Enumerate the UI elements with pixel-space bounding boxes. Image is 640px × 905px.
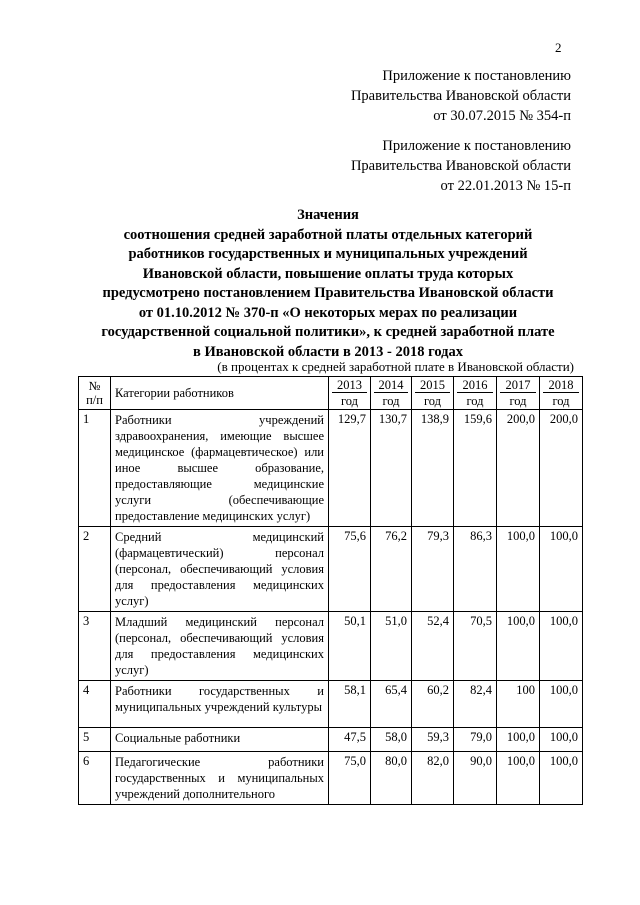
units-note: (в процентах к средней заработной плате в Ивановской области) (217, 359, 574, 374)
title-line: Ивановской области, повышение оплаты труда которых (142, 265, 514, 282)
row-value: 200,0 (540, 410, 583, 527)
page-number: 2 (555, 40, 562, 55)
row-value: 100,0 (497, 527, 540, 612)
table-row (79, 612, 583, 681)
row-value: 79,0 (454, 728, 497, 752)
row-value: 59,3 (412, 728, 454, 752)
appendix-line: от 30.07.2015 № 354-п (433, 108, 571, 124)
title-line: Значения (297, 207, 359, 223)
header-year: 2015 год (412, 377, 454, 410)
appendix-line: Правительства Ивановской области (350, 158, 571, 174)
table-row (79, 681, 583, 728)
row-value: 90,0 (454, 752, 497, 805)
table-row (79, 728, 583, 752)
header-category: Категории работников (111, 377, 329, 410)
row-value: 75,6 (329, 527, 371, 612)
title-line: предусмотрено постановлением Правительства Ивановской области (102, 285, 554, 301)
appendix-line: Правительства Ивановской области (350, 88, 571, 104)
row-value: 100,0 (540, 681, 583, 728)
row-category: Средний медицинский (фармацевтический) персонал (персонал, обеспечивающий условия для предоставления медицинских услуг) (111, 527, 329, 612)
row-value: 100,0 (497, 612, 540, 681)
row-number: 6 (79, 752, 111, 805)
title-line: от 01.10.2012 № 370-п «О некоторых мерах по реализации (138, 304, 518, 321)
row-value: 129,7 (329, 410, 371, 527)
title-line: работников государственных и муниципальных учреждений (128, 246, 528, 262)
row-category: Социальные работники (111, 728, 329, 752)
row-value: 100,0 (497, 752, 540, 805)
row-value: 100 (497, 681, 540, 728)
row-value: 50,1 (329, 612, 371, 681)
row-value: 82,0 (412, 752, 454, 805)
appendix-line: Приложение к постановлению (382, 68, 571, 84)
document-title (70, 206, 586, 362)
header-year: 2014 год (371, 377, 412, 410)
row-value: 75,0 (329, 752, 371, 805)
row-number: 1 (79, 410, 111, 527)
row-value: 100,0 (540, 752, 583, 805)
header-year: 2013 год (329, 377, 371, 410)
row-category: Младший медицинский персонал (персонал, обеспечивающий условия для предоставления медицинских услуг) (111, 612, 329, 681)
row-value: 80,0 (371, 752, 412, 805)
row-category: Работники государственных и муниципальных учреждений культуры (111, 681, 329, 728)
appendix-note-current (351, 66, 571, 126)
header-year: 2016 год (454, 377, 497, 410)
appendix-line: Приложение к постановлению (382, 138, 571, 154)
table-header-row (79, 377, 583, 410)
row-number: 2 (79, 527, 111, 612)
appendix-line: от 22.01.2013 № 15-п (440, 178, 571, 194)
table-row (79, 527, 583, 612)
row-value: 47,5 (329, 728, 371, 752)
row-value: 70,5 (454, 612, 497, 681)
header-year: 2017 год (497, 377, 540, 410)
row-category: Педагогические работники государственных и муниципальных учреждений дополнительного (111, 752, 329, 805)
row-value: 79,3 (412, 527, 454, 612)
row-value: 52,4 (412, 612, 454, 681)
row-category: Работники учреждений здравоохранения, имеющие высшее медицинское (фармацевтическое) или иное высшее образование, предоставляющие медицинские услуги (обеспечивающие предоставление медицинских услуг) (111, 410, 329, 527)
row-value: 138,9 (412, 410, 454, 527)
table-row (79, 752, 583, 805)
title-line: в Ивановской области в 2013 - 2018 годах (192, 343, 463, 360)
appendix-note-original (351, 136, 571, 196)
header-year: 2018 год (540, 377, 583, 410)
row-number: 3 (79, 612, 111, 681)
ratios-table (78, 376, 583, 805)
row-value: 100,0 (497, 728, 540, 752)
row-number: 4 (79, 681, 111, 728)
title-line: соотношения средней заработной платы отдельных категорий (123, 226, 533, 243)
table-row (79, 410, 583, 527)
row-value: 130,7 (371, 410, 412, 527)
row-value: 100,0 (540, 612, 583, 681)
row-value: 100,0 (540, 728, 583, 752)
row-value: 76,2 (371, 527, 412, 612)
row-value: 159,6 (454, 410, 497, 527)
row-value: 51,0 (371, 612, 412, 681)
title-line: государственной социальной политики», к средней заработной плате (101, 324, 555, 340)
row-value: 65,4 (371, 681, 412, 728)
row-value: 60,2 (412, 681, 454, 728)
row-value: 86,3 (454, 527, 497, 612)
row-value: 82,4 (454, 681, 497, 728)
row-value: 58,1 (329, 681, 371, 728)
header-num: № п/п (79, 377, 111, 410)
row-value: 58,0 (371, 728, 412, 752)
row-value: 200,0 (497, 410, 540, 527)
row-number: 5 (79, 728, 111, 752)
row-value: 100,0 (540, 527, 583, 612)
